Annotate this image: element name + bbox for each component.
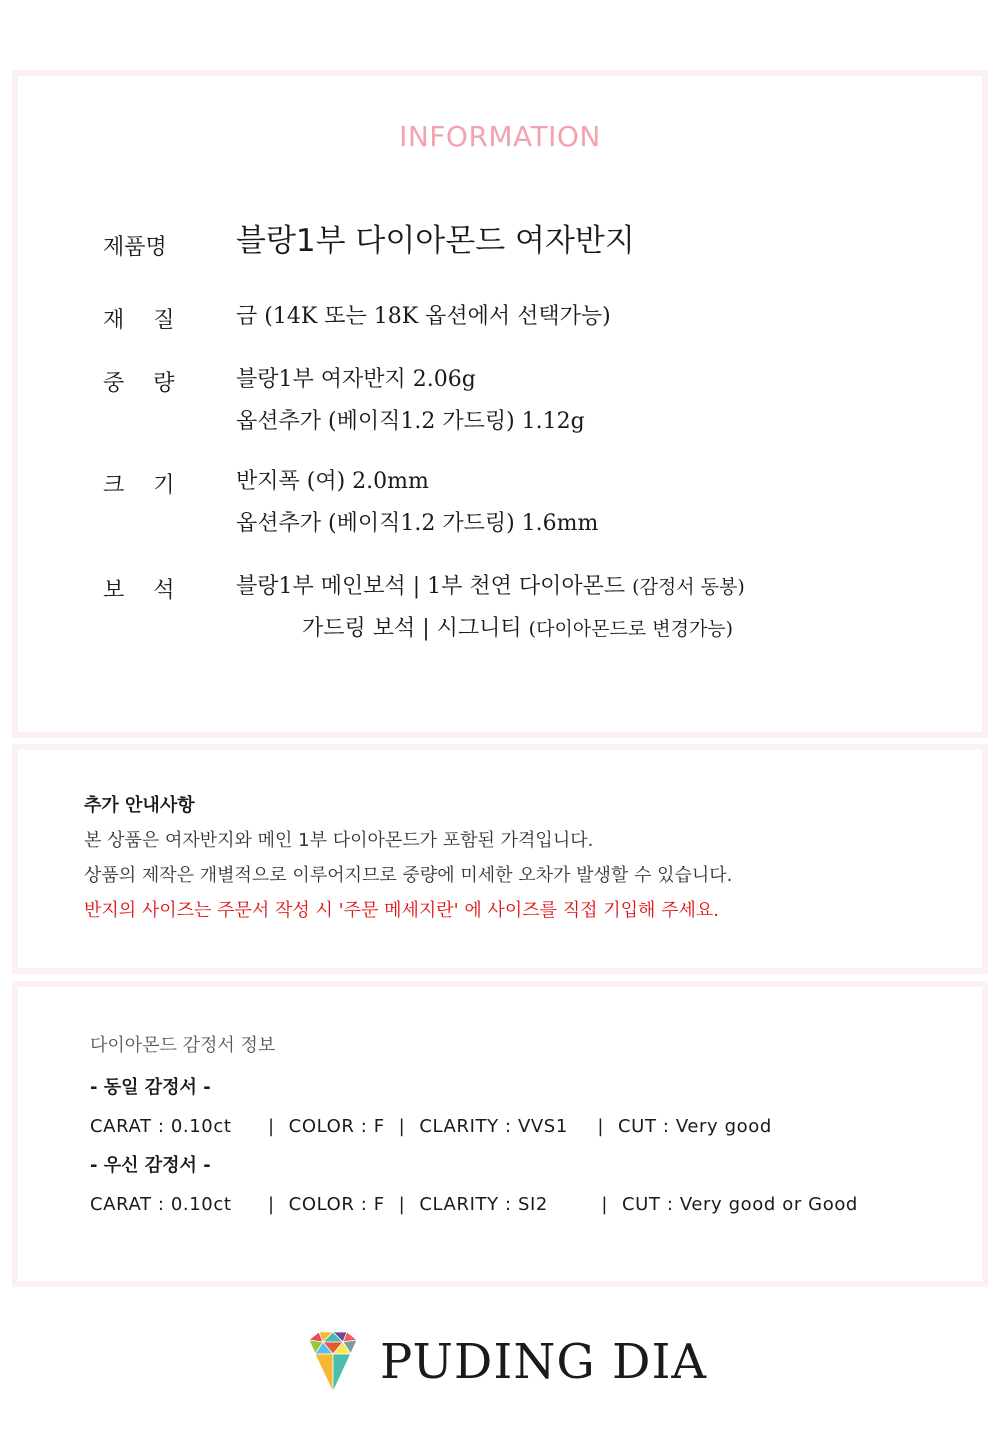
- product-name-label: 제품명: [103, 235, 167, 260]
- product-information-panel: [12, 70, 988, 738]
- material-value-block: [236, 296, 611, 338]
- carat-value: CARAT : 0.10ct: [90, 1194, 232, 1215]
- product-name-value-block: [236, 216, 635, 266]
- notice-line-size: 반지의 사이즈는 주문서 작성 시 '주문 메세지란' 에 사이즈를 직접 기입해 주세요.: [84, 900, 719, 921]
- size-label: 크 기: [103, 473, 175, 498]
- certificate-group-name: - 우신 감정서 -: [90, 1155, 211, 1176]
- cut-value: CUT : Very good or Good: [622, 1194, 858, 1215]
- material-value: 금 (14K 또는 18K 옵션에서 선택가능): [236, 304, 611, 329]
- notice-heading: 추가 안내사항: [84, 795, 195, 816]
- separator: |: [601, 1194, 609, 1215]
- gemstone-value-block: [236, 566, 745, 650]
- carat-value: CARAT : 0.10ct: [90, 1116, 232, 1137]
- material-label: 재 질: [103, 308, 175, 333]
- notice-block: [84, 788, 732, 928]
- notice-line-price: 본 상품은 여자반지와 메인 1부 다이아몬드가 포함된 가격입니다.: [84, 830, 594, 851]
- separator: |: [268, 1194, 275, 1215]
- gemstone-main-note: (감정서 동봉): [632, 576, 745, 598]
- gemstone-guard-text: 가드링 보석 | 시그니티: [302, 616, 522, 641]
- weight-label: 중 량: [103, 371, 175, 396]
- gemstone-label: 보 석: [103, 578, 175, 603]
- certificate-title: 다이아몬드 감정서 정보: [90, 1035, 276, 1056]
- separator: |: [398, 1116, 406, 1137]
- weight-value-block: [236, 359, 585, 443]
- diamond-icon: [305, 1332, 361, 1394]
- certificate-block: [90, 1023, 858, 1225]
- clarity-value: CLARITY : SI2: [419, 1194, 548, 1215]
- separator: |: [268, 1116, 275, 1137]
- diamond-certificate-panel: [12, 981, 988, 1287]
- size-value-block: [236, 461, 598, 545]
- size-value-ring: 반지폭 (여) 2.0mm: [236, 469, 429, 494]
- gemstone-guard-note: (다이아몬드로 변경가능): [528, 618, 734, 640]
- color-value: COLOR : F: [288, 1194, 385, 1215]
- clarity-value: CLARITY : VVS1: [419, 1116, 568, 1137]
- information-title: INFORMATION: [399, 120, 601, 153]
- certificate-spec-row: [90, 1107, 858, 1147]
- brand-logo: [0, 1330, 1000, 1400]
- separator: |: [597, 1116, 605, 1137]
- product-name-value: 블랑1부 다이아몬드 여자반지: [236, 223, 635, 259]
- cut-value: CUT : Very good: [618, 1116, 772, 1137]
- weight-value-option: 옵션추가 (베이직1.2 가드링) 1.12g: [236, 409, 585, 434]
- certificate-group-name: - 동일 감정서 -: [90, 1077, 211, 1098]
- certificate-spec-row: [90, 1185, 858, 1225]
- gemstone-main: [236, 566, 745, 608]
- separator: |: [398, 1194, 406, 1215]
- weight-value-ring: 블랑1부 여자반지 2.06g: [236, 367, 476, 392]
- additional-notice-panel: [12, 744, 988, 974]
- color-value: COLOR : F: [288, 1116, 385, 1137]
- size-value-option: 옵션추가 (베이직1.2 가드링) 1.6mm: [236, 511, 599, 536]
- gemstone-main-text: 블랑1부 메인보석 | 1부 천연 다이아몬드: [236, 574, 626, 599]
- brand-name: PUDING DIA: [380, 1334, 708, 1390]
- gemstone-guard: [236, 608, 745, 650]
- notice-line-weight: 상품의 제작은 개별적으로 이루어지므로 중량에 미세한 오차가 발생할 수 있습니다.: [84, 865, 733, 886]
- facet: [315, 1354, 333, 1392]
